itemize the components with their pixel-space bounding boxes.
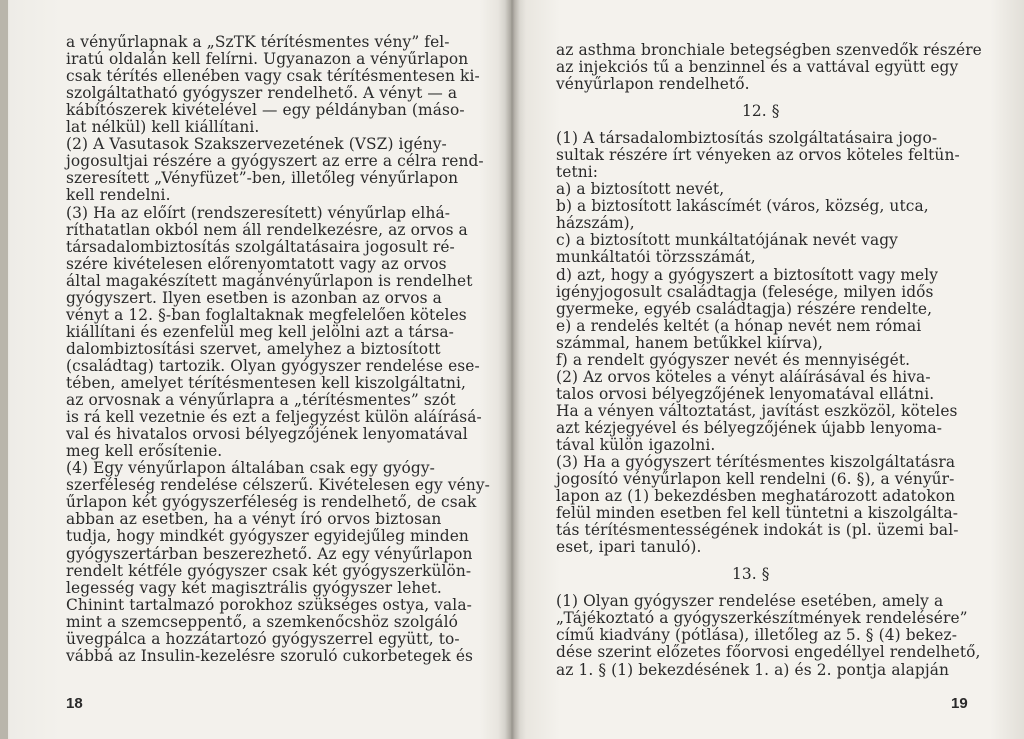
left-page-text-line: meg kell erősítenie. (66, 442, 223, 461)
right-page-text-line: munkáltatói törzsszámát, (556, 248, 756, 267)
left-page-text-line: Chinint tartalmazó porokhoz szükséges ostya, vala- (66, 595, 472, 614)
right-page-text-line: lapon az (1) bekezdésben meghatározott adatokon (556, 487, 956, 506)
left-page-text-line: szeresített „Vényfüzet”-ben, illetőleg vényűrlapon (66, 169, 459, 188)
right-page-text-line: 13. § (732, 565, 770, 584)
right-page-text-line: tával külön igazolni. (556, 436, 716, 454)
right-page-text-line: az asthma bronchiale betegségben szenvedők részére (556, 41, 982, 59)
left-page-text-line: is rá kell vezetnie és ezt a feljegyzést külön aláírásá- (66, 408, 482, 427)
left-page-text-line: gyógyszert. Ilyen esetben is azonban az orvos a (66, 288, 442, 307)
left-page-text-line: vábbá az Insulin-kezelésre szoruló cukorbetegek és (66, 646, 474, 665)
left-page-text-line: kell rendelni. (66, 186, 171, 205)
right-page-text-line: (3) Ha a gyógyszert térítésmentes kiszolgáltatásra (556, 453, 956, 472)
left-page-text-line: tudja, hogy mindkét gyógyszer egyidejűleg minden (66, 527, 469, 546)
left-page-text-line: mint a szemcseppentő, a szemkenőcshöz szolgáló (66, 612, 458, 631)
left-page-text-line: a vényűrlapnak a „SzTK térítésmentes vény” fel- (66, 33, 450, 51)
left-page-text-line: szolgáltatható gyógyszer rendelhető. A vényt — a (66, 84, 458, 103)
left-page-text-line: űrlapon két gyógyszerféleség is rendelhető, de csak (66, 493, 477, 512)
left-page-text-line: kiállítani és ezenfelül meg kell jelölni azt a társa- (66, 322, 454, 341)
right-page-text-line: sultak részére írt vényeken az orvos köteles feltün- (556, 146, 960, 165)
right-page-text-line: e) a rendelés keltét (a hónap nevét nem római (556, 316, 922, 335)
right-page-text-line: d) azt, hogy a gyógyszert a biztosított vagy mely (556, 265, 939, 284)
left-page-text-line: kábítószerek kivételével — egy példányban (máso- (66, 101, 465, 120)
right-page-text-line: című kiadvány (pótlása), illetőleg az 5. § (4) bekez- (556, 626, 957, 645)
left-page-text-line: vényt a 12. §-ban foglaltaknak megfelelően köteles (66, 305, 467, 324)
left-page-text-line: csak térítés ellenében vagy csak térítésmentesen ki- (66, 67, 480, 86)
right-page-text-line: a) a biztosított nevét, (556, 180, 725, 199)
right-page-text-line: számmal, hanem betűkkel kiírva), (556, 333, 823, 352)
left-page-number: 18 (66, 695, 83, 712)
right-page-text-line: 12. § (742, 102, 780, 121)
left-page-text-line: által magakészített magánvényűrlapon is rendelhet (66, 271, 473, 290)
right-page-text-line: azt kézjegyével és bélyegzőjének újabb lenyoma- (556, 418, 943, 437)
right-page-text-line: (1) A társadalombiztosítás szolgáltatásaira jogo- (556, 129, 938, 148)
left-page-text-line: tében, amelyet térítésmentesen kell kiszolgáltatni, (66, 374, 467, 392)
left-page-text-line: legesség vagy két magisztrális gyógyszer lehet. (66, 578, 442, 597)
left-page-text-line: rendelt kétféle gyógyszer csak két gyógyszerkülön- (66, 561, 472, 580)
book-gutter (498, 0, 526, 739)
left-page-text-line: abban az esetben, ha a vényt író orvos biztosan (66, 510, 442, 529)
right-page-text-line: „Tájékoztató a gyógyszerkészítmények rendelésére” (556, 609, 968, 628)
right-page-text-line: c) a biztosított munkáltatójának nevét vagy (556, 231, 898, 250)
right-page-text-line: (1) Olyan gyógyszer rendelése esetében, amely a (556, 592, 944, 611)
right-page-text-line: az injekciós tű a benzinnel és a vattával együtt egy (556, 58, 959, 77)
left-page-text-line: iratú oldalán kell felírni. Ugyanazon a vényűrlapon (66, 50, 469, 69)
left-page-text-line: val és hivatalos orvosi bélyegzőjének lenyomatával (66, 425, 468, 444)
left-page-text-line: (3) Ha az előírt (rendszeresített) vényűrlap elhá- (66, 203, 451, 222)
right-page-text-line: házszám), (556, 214, 635, 233)
left-page-text-line: szerféleség rendelése célszerű. Kivételesen egy vény- (66, 476, 490, 495)
right-page-text-line: jogosító vényűrlapon kell rendelni (6. §), a vényűr- (556, 470, 955, 489)
right-page-text-line: igényjogosult családtagja (felesége, milyen idős (556, 282, 934, 301)
right-page-text-line: talos orvosi bélyegzőjének lenyomatával ellátni. (556, 384, 935, 403)
left-page-text-line: (családtag) tartozik. Olyan gyógyszer rendelése ese- (66, 356, 480, 375)
right-page-text-line: Ha a vényen változtatást, javítást eszközöl, köteles (556, 401, 958, 420)
left-page-text-line: (4) Egy vényűrlapon általában csak egy gyógy- (66, 459, 435, 478)
left-page-text-line: üvegpálca a hozzátartozó gyógyszerrel együtt, to- (66, 629, 460, 648)
left-page-text-line: szére kivételesen előrenyomtatott vagy az orvos (66, 254, 447, 273)
right-page-text-line: felül minden esetben fel kell tüntetni a kiszolgálta- (556, 504, 959, 523)
left-page-text-line: lat nélkül) kell kiállítani. (66, 118, 260, 137)
right-page-text-line: eset, ipari tanuló). (556, 538, 702, 557)
right-page-text-line: f) a rendelt gyógyszer nevét és mennyiségét. (556, 350, 911, 369)
left-page-text-line: gyógyszertárban beszerezhető. Az egy vényűrlapon (66, 544, 473, 563)
right-page (512, 0, 1024, 739)
right-page-text-line: gyermeke, egyéb családtagja) részére rendelte, (556, 299, 933, 318)
right-page-text-line: (2) Az orvos köteles a vényt aláírásával és hiva- (556, 367, 931, 386)
left-page-text-line: társadalombiztosítás szolgáltatásaira jogosult ré- (66, 237, 455, 256)
right-page-text-line: dése szerint előzetes főorvosi engedéllyel rendelhető, (556, 643, 981, 662)
left-page-text-line: dalombiztosítási szervet, amelyhez a biztosított (66, 339, 441, 358)
left-page-text-line: az orvosnak a vényűrlapra a „térítésmentes” szót (66, 391, 456, 410)
left-page-text-line: ríthatatlan okból nem áll rendelkezésre, az orvos a (66, 220, 468, 239)
left-page-text-line: (2) A Vasutasok Szakszervezetének (VSZ) igény- (66, 135, 447, 154)
right-page-text-line: vényűrlapon rendelhető. (556, 75, 750, 94)
right-page-text-line: az 1. § (1) bekezdésének 1. a) és 2. pontja alapján (556, 660, 950, 679)
right-page-text-line: b) a biztosított lakáscímét (város, község, utca, (556, 197, 929, 216)
left-page-text-line: jogosultjai részére a gyógyszert az erre a célra rend- (66, 152, 484, 171)
right-page-number: 19 (951, 695, 968, 712)
right-page-text-line: tetni: (556, 163, 599, 182)
right-page-text-line: tás térítésmentességének indokát is (pl. üzemi bal- (556, 521, 959, 540)
